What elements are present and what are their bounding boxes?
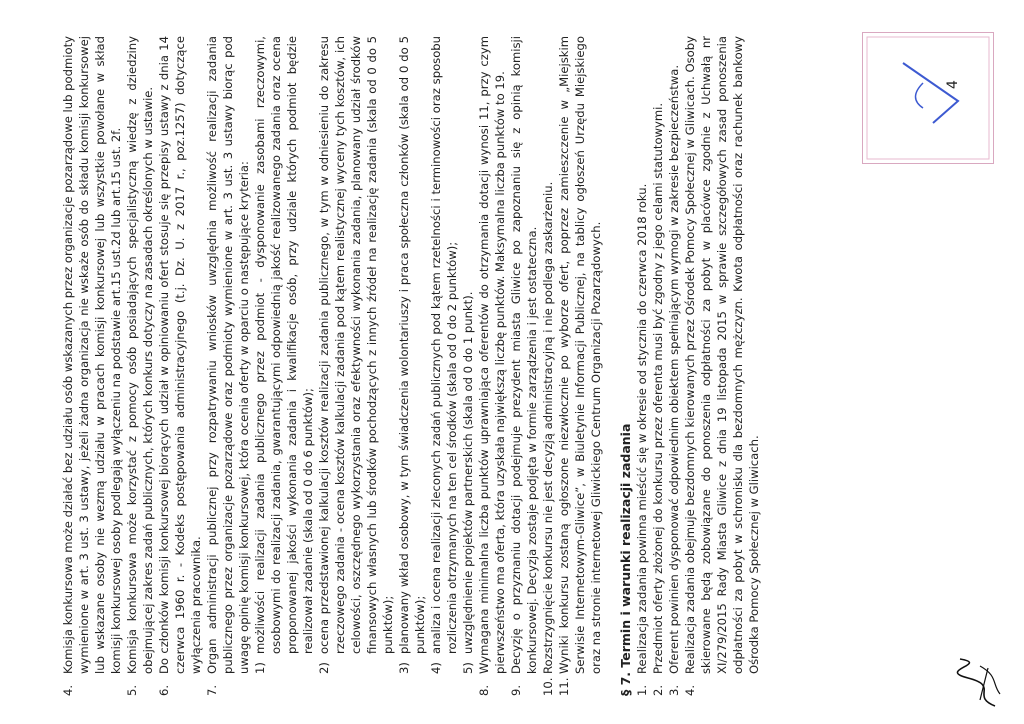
list-item bbox=[508, 36, 540, 696]
item-text: Przedmiot oferty złożonej do konkursu przez oferenta musi być zgodny z jego celami statutowymi. bbox=[651, 102, 665, 674]
item-text: Oferent powinien dysponować odpowiednim obiektem spełniającym wymogi w zakresie bezpieczeństwa. bbox=[667, 64, 681, 674]
list-item bbox=[650, 36, 666, 696]
item-number: 4. bbox=[683, 684, 697, 696]
document-body bbox=[60, 36, 762, 696]
item-number: 9. bbox=[509, 684, 523, 696]
item-text: Komisja konkursowa może działać bez udziału osób wskazanych przez organizacje pozarządowe lub podmioty wymienione w art. 3 ust. 3 ustawy, jeżeli żadna organizacja nie wskaże osób do składu komisji konkursowej lub wskazane osoby nie wezmą udziału w pracach komisji konkursowej lub wszystkie powołane w skład komisji konkursowej osoby podlegają wyłączeniu na podstawie art.15 ust.2d lub art.15 ust. 2f. bbox=[61, 36, 123, 674]
page-number: 4 bbox=[945, 80, 961, 89]
section-heading: § 7. Termin i warunki realizacji zadania bbox=[618, 423, 633, 696]
list-item bbox=[476, 36, 508, 696]
item-number: 4. bbox=[61, 684, 75, 696]
list-item bbox=[540, 36, 556, 696]
item-text: Wyniki konkursu zostaną ogłoszone niezwłocznie po wyborze ofert, poprzez zamieszczenie w „Miejskim Serwisie Internetowym-Gliwice”, w Biuletynie Informacji Publicznej, na tablicy ogłoszeń Urzędu Miejskiego oraz na stronie internetowej Gliwickiego Centrum Organizacji Pozarządowych. bbox=[557, 36, 603, 674]
item-text: Realizacja zadania powinna mieścić się w okresie od stycznia do czerwca 2018 roku. bbox=[635, 183, 649, 674]
item-number: 8. bbox=[477, 684, 491, 696]
list-item bbox=[682, 36, 762, 696]
item-text: Organ administracji publicznej przy rozpatrywaniu wniosków uwzględnia możliwość realizacji zadania publicznego przez organizacje pozarządowe oraz podmioty wymienione w art. 3 ust. 3 ustawy biorąc pod uwagę opinię komisji konkursowej, która ocenia oferty w oparciu o następujące kryteria: bbox=[205, 36, 251, 674]
criteria-text: analiza i ocena realizacji zleconych zadań publicznych pod kątem rzetelności i terminowości oraz sposobu rozliczenia otrzymanych na ten cel środków (skala od 0 do 2 punktów); bbox=[429, 36, 459, 654]
criteria-item bbox=[252, 36, 316, 674]
item-number: 3. bbox=[667, 684, 681, 696]
item-text: Wymagana minimalna liczba punktów uprawniająca oferentów do otrzymania dotacji wynosi 11, przy czym pierwszeństwo ma oferta, która uzyskała największą liczbę punktów. Maksymalna liczba punktów to 19. bbox=[477, 36, 507, 674]
criteria-number: 5) bbox=[461, 662, 475, 674]
criteria-item bbox=[316, 36, 396, 674]
item-number: 10. bbox=[541, 677, 555, 696]
criteria-item bbox=[460, 36, 476, 674]
item-number: 1. bbox=[635, 684, 649, 696]
list-item bbox=[156, 36, 204, 696]
item-number: 6. bbox=[157, 684, 171, 696]
list-item bbox=[60, 36, 124, 696]
criteria-item bbox=[396, 36, 428, 674]
item-text: Do członków komisji konkursowej biorących udział w opiniowaniu ofert stosuje się przepisy ustawy z dnia 14 czerwca 1960 r. - Kodeks postępowania administracyjnego (t.j. Dz. U. z 2017 r., poz.1257) dotyczące wyłączenia pracownika. bbox=[157, 36, 203, 674]
list-item bbox=[634, 36, 650, 696]
item-number: 5. bbox=[125, 684, 139, 696]
list-item bbox=[124, 36, 156, 696]
list-item bbox=[556, 36, 604, 696]
criteria-text: planowany wkład osobowy, w tym świadczenia wolontariuszy i praca społeczna członków (skala od 0 do 5 punktów); bbox=[397, 36, 427, 654]
criteria-number: 2) bbox=[317, 662, 331, 674]
item-number: 7. bbox=[205, 684, 219, 696]
list-item bbox=[204, 36, 252, 696]
list-item bbox=[666, 36, 682, 696]
item-number: 2. bbox=[651, 684, 665, 696]
approval-stamp bbox=[862, 32, 994, 164]
criteria-text: uwzględnienie projektów partnerskich (skala od 0 do 1 punkt). bbox=[461, 291, 475, 654]
item-number: 11. bbox=[557, 677, 571, 696]
stamp-mark-icon bbox=[863, 33, 993, 163]
criteria-number: 1) bbox=[253, 662, 267, 674]
item-text: Komisja konkursowa może korzystać z pomocy osób posiadających specjalistyczną wiedzę z dziedziny obejmującej zakres zadań publicznych, których konkurs dotyczy na zasadach określonych w ustawie. bbox=[125, 36, 155, 674]
criteria-text: ocena przedstawionej kalkulacji kosztów realizacji zadania publicznego, w tym w odniesieniu do zakresu rzeczowego zadania - ocena kosztów kalkulacji zadania pod kątem realistycznej wyceny tych kosztów, ich celowości, oszczędnego wykorzystania oraz efektywności wykonania zadania, planowany udział środków finansowych własnych lub środków pochodzących z innych źródeł na realizację zadania (skala od 0 do 5 punktów); bbox=[317, 36, 395, 654]
criteria-number: 3) bbox=[397, 662, 411, 674]
criteria-number: 4) bbox=[429, 662, 443, 674]
signature-icon bbox=[950, 654, 1005, 714]
item-text: Decyzję o przyznaniu dotacji podejmuje prezydent miasta Gliwice po zapoznaniu się z opinią komisji konkursowej. Decyzja zostaje podjęta w formie zarządzenia i jest ostateczna. bbox=[509, 36, 539, 674]
item-text: Realizacja zadania obejmuje bezdomnych kierowanych przez Ośrodek Pomocy Społecznej w Gliwicach. Osoby skierowane będą zobowiązane do ponoszenia odpłatności za pobyt w placówce zgodnie z Uchwałą nr XI/279/2015 Rady Miasta Gliwice z dnia 19 listopada 2015 w sprawie szczegółowych zasad ponoszenia odpłatności za pobyt w schronisku dla bezdomnych mężczyzn. Kwota odpłatności oraz rachunek bankowy Ośrodka Pomocy Społecznej w Gliwicach. bbox=[683, 36, 761, 674]
criteria-text: możliwości realizacji zadania publicznego przez podmiot - dysponowanie zasobami rzeczowymi, osobowymi do realizacji zadania, gwarantującymi odpowiednią jakość realizowanego zadania oraz ocena proponowanej jakości wykonania zadania i kwalifikacje osób, przy udziale których podmiot będzie realizował zadanie (skala od 0 do 6 punktów); bbox=[253, 36, 315, 654]
item-text: Rozstrzygnięcie konkursu nie jest decyzją administracyjną i nie podlega zaskarżeniu. bbox=[541, 181, 555, 674]
criteria-item bbox=[428, 36, 460, 674]
